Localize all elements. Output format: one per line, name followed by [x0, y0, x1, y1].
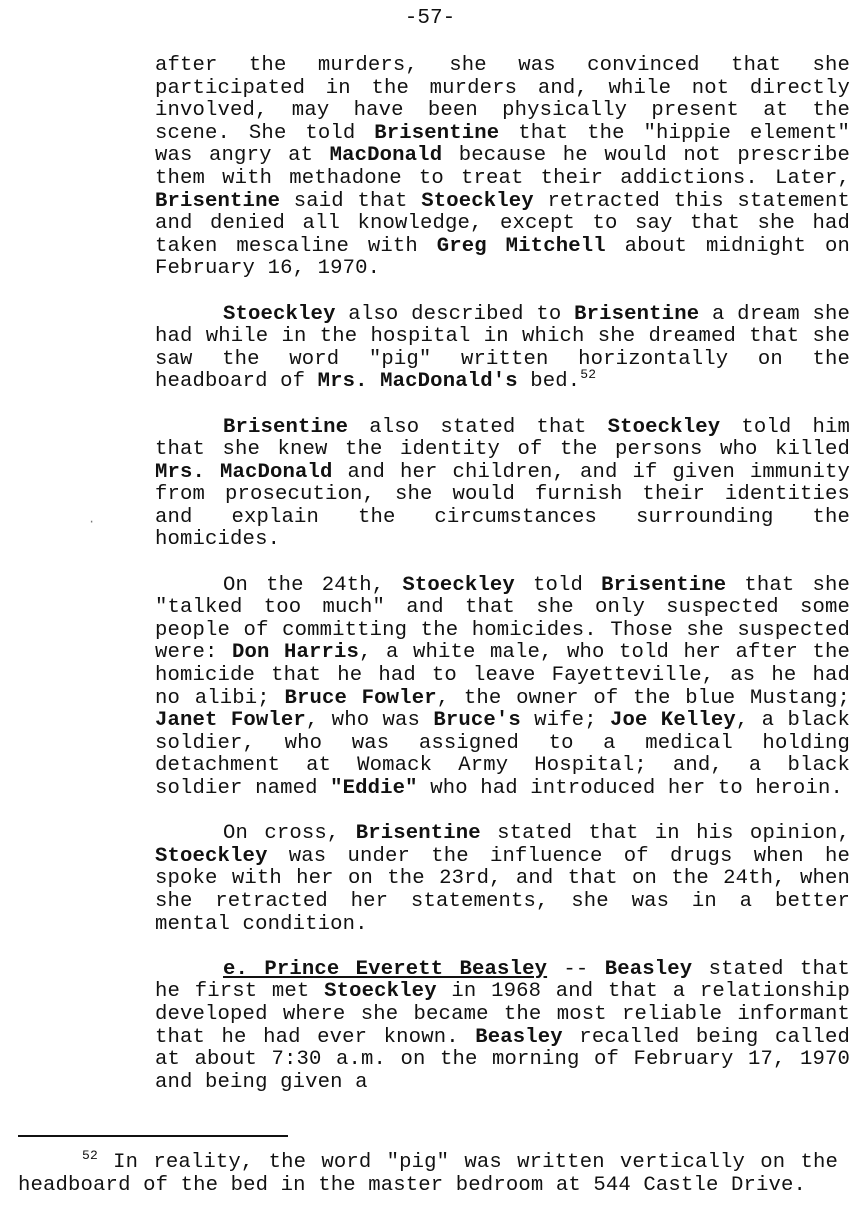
text-span: told	[514, 573, 602, 597]
text-span: after the murders, she was convinced that she participated in the murders and, while not directly involved, may have been physically present at the scene. She told	[155, 54, 850, 145]
text-span: in 1968 and that a relationship developed where she became the most reliable informant that he had ever known.	[155, 980, 850, 1049]
name-stoeckley: Stoeckley	[421, 189, 534, 213]
name-stoeckley: Stoeckley	[402, 573, 515, 597]
text-span: bed.	[517, 370, 581, 394]
name-brisentine: Brisentine	[574, 302, 700, 326]
name-janet-fowler: Janet Fowler	[155, 709, 306, 733]
name-eddie: "Eddie"	[330, 777, 418, 800]
text-span: , the owner of the blue Mustang;	[436, 686, 851, 710]
paragraph-4	[155, 575, 850, 801]
text-span: and her children, and if given immunity from prosecution, she would furnish their identities and explain the circumstances surrounding the homicides.	[155, 460, 850, 552]
text-span: who had introduced her to heroin.	[417, 777, 843, 800]
text-span: , a white male, who told her after the homicide that he had to leave Fayetteville, as he had no alibi;	[155, 641, 850, 710]
text-span: stated that in his opinion,	[480, 822, 850, 846]
body-text	[155, 55, 850, 1117]
text-span: also described to	[335, 302, 575, 326]
text-span: said that	[280, 189, 422, 213]
name-mrs-macdonald: Mrs. MacDonald	[155, 460, 333, 484]
text-span: that the "hippie element" was angry at	[155, 121, 850, 168]
footnote-text: In reality, the word "pig" was written vertically on the headboard of the bed in the master bedroom at 544 Castle Drive.	[18, 1151, 838, 1197]
name-brisentine: Brisentine	[374, 121, 500, 145]
page-number: -57-	[404, 7, 456, 30]
text-span: wife;	[520, 709, 610, 733]
text-span: about midnight on February 16, 1970.	[155, 234, 850, 281]
name-don-harris: Don Harris	[232, 641, 360, 665]
name-mrs-macdonald: Mrs. MacDonald's	[317, 370, 518, 394]
name-greg-mitchell: Greg Mitchell	[436, 234, 606, 258]
name-brisentine: Brisentine	[155, 189, 281, 213]
paragraph-5	[155, 823, 850, 936]
text-span: stated that he first met	[155, 957, 850, 1004]
footnote-reference[interactable]: 52	[580, 367, 597, 383]
text-span: On cross,	[223, 822, 356, 846]
name-bruce-fowler: Bruce Fowler	[284, 686, 437, 710]
footnote-number: 52	[82, 1148, 98, 1163]
name-beasley: Beasley	[475, 1025, 563, 1049]
text-span: recalled being called at about 7:30 a.m. on the morning of February 17, 1970 and being given a	[155, 1025, 850, 1094]
text-span: retracted this statement and denied all knowledge, except to say that she had taken mescaline with	[155, 189, 850, 258]
text-span: because he would not prescribe them with methadone to treat their addictions. Later,	[155, 144, 850, 190]
text-span: also stated that	[348, 415, 608, 439]
text-span: was under the influence of drugs when he spoke with her on the 23rd, and that on the 24th, when she retracted her statements, she was in a better mental condition.	[155, 844, 850, 936]
name-joe-kelley: Joe Kelley	[610, 709, 736, 733]
name-stoeckley: Stoeckley	[607, 415, 721, 439]
text-span: that she "talked too much" and that she only suspected some people of committing the homicides. Those she suspected were:	[155, 573, 850, 665]
paragraph-2	[155, 304, 850, 394]
name-brisentine: Brisentine	[355, 822, 481, 846]
section-heading-beasley: e. Prince Everett Beasley	[223, 957, 548, 981]
scan-speck: ·	[88, 515, 96, 529]
name-macdonald: MacDonald	[329, 144, 443, 168]
name-beasley: Beasley	[604, 957, 693, 981]
paragraph-1	[155, 55, 850, 281]
footnote-52	[18, 1148, 838, 1197]
footnote-divider	[18, 1135, 288, 1137]
text-span: --	[547, 957, 605, 981]
name-bruces: Bruce's	[433, 709, 521, 733]
name-brisentine: Brisentine	[223, 415, 349, 439]
name-stoeckley: Stoeckley	[324, 980, 437, 1004]
text-span: , who was	[305, 709, 434, 733]
name-stoeckley: Stoeckley	[223, 302, 336, 326]
paragraph-3	[155, 417, 850, 553]
text-span: On the 24th,	[223, 573, 403, 597]
name-stoeckley: Stoeckley	[155, 844, 268, 868]
name-brisentine: Brisentine	[601, 573, 727, 597]
text-span: , a black soldier, who was assigned to a medical holding detachment at Womack Army Hospital; and, a black soldier named	[155, 709, 851, 800]
text-span: a dream she had while in the hospital in which she dreamed that she saw the word "pig" written horizontally on the headboard of	[155, 302, 850, 394]
paragraph-6	[155, 959, 850, 1095]
text-span: told him that she knew the identity of the persons who killed	[155, 415, 850, 462]
